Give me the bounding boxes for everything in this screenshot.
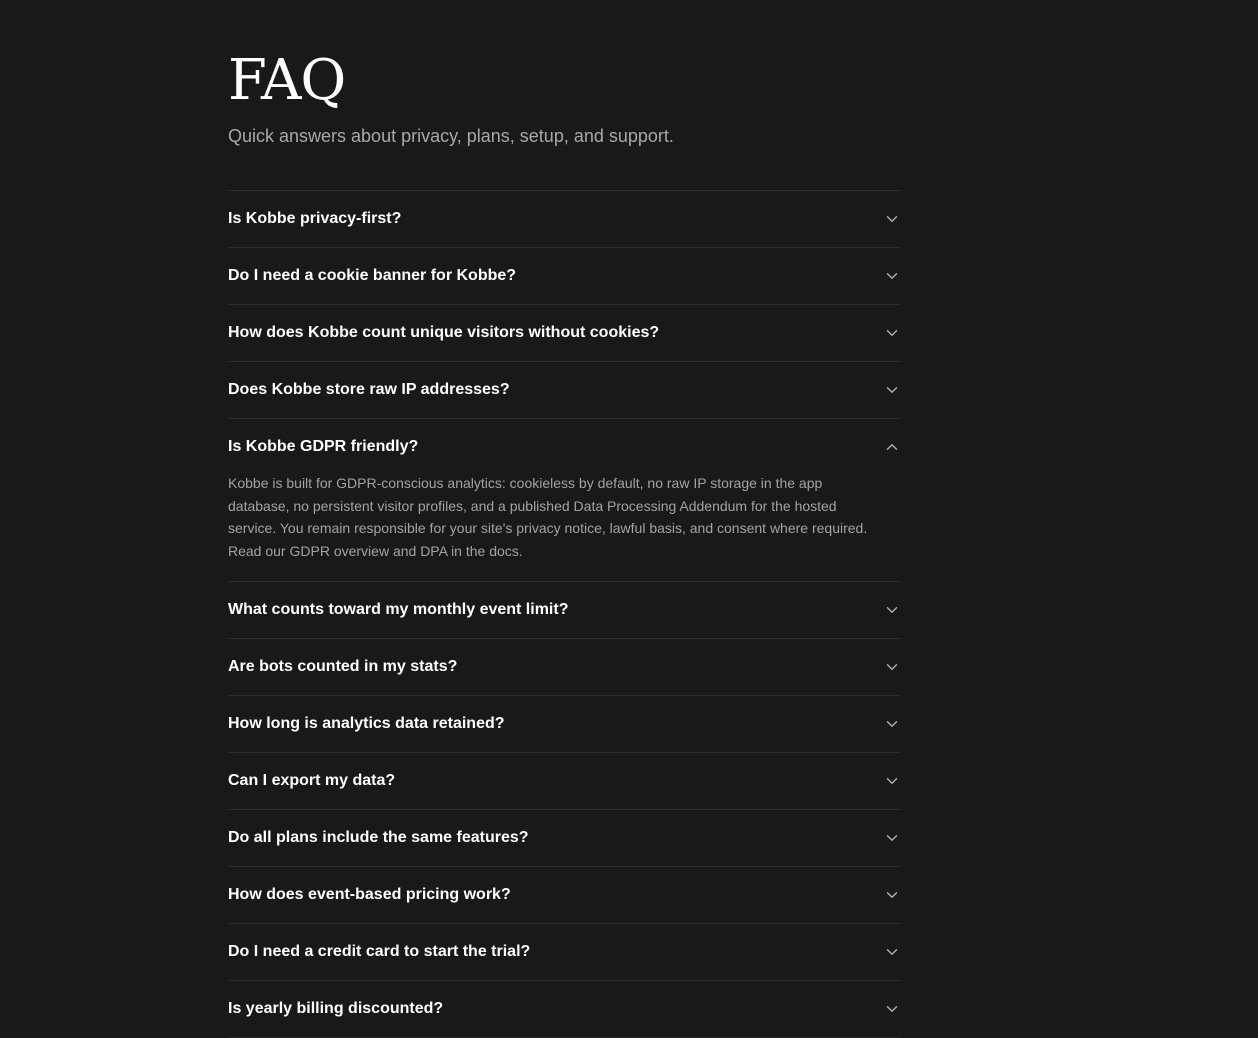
faq-question-button[interactable]: [228, 867, 901, 923]
chevron-down-icon: [885, 831, 899, 845]
faq-question: What counts toward my monthly event limit?: [228, 601, 569, 618]
chevron-down-icon: [885, 888, 899, 902]
faq-question-button[interactable]: [228, 248, 901, 304]
faq-item: [228, 582, 901, 639]
chevron-down-icon: [885, 1002, 899, 1016]
faq-item: [228, 362, 901, 419]
chevron-down-icon: [885, 717, 899, 731]
faq-question: Is yearly billing discounted?: [228, 1000, 444, 1017]
faq-question-button[interactable]: [228, 191, 901, 247]
faq-item: [228, 753, 901, 810]
chevron-down-icon: [885, 774, 899, 788]
faq-question-button[interactable]: [228, 362, 901, 418]
faq-item: [228, 696, 901, 753]
faq-item-expanded: [228, 419, 901, 582]
chevron-down-icon: [885, 660, 899, 674]
faq-question: Does Kobbe store raw IP addresses?: [228, 381, 510, 398]
faq-question: Do I need a cookie banner for Kobbe?: [228, 267, 517, 284]
faq-question-button[interactable]: [228, 981, 901, 1037]
faq-question: How long is analytics data retained?: [228, 715, 505, 732]
faq-question-button[interactable]: [228, 753, 901, 809]
chevron-down-icon: [885, 603, 899, 617]
faq-question: Is Kobbe GDPR friendly?: [228, 438, 419, 455]
faq-question: How does event-based pricing work?: [228, 886, 511, 903]
chevron-down-icon: [885, 383, 899, 397]
faq-item: [228, 248, 901, 305]
faq-item: [228, 867, 901, 924]
faq-question: Can I export my data?: [228, 772, 396, 789]
faq-list: [228, 190, 901, 1038]
faq-item: [228, 639, 901, 696]
chevron-up-icon: [885, 440, 899, 454]
faq-answer: Kobbe is built for GDPR-conscious analytics: cookieless by default, no raw IP storage in the app database, no persistent visitor profiles, and a published Data Processing Addendum for the hosted service. You remain responsible for your site's privacy notice, lawful basis, and consent where required. Read our GDPR overview and DPA in the docs.: [228, 475, 868, 559]
faq-item: [228, 810, 901, 867]
faq-item: [228, 191, 901, 248]
faq-question-button[interactable]: [228, 305, 901, 361]
faq-question-button[interactable]: [228, 696, 901, 752]
page-title: FAQ: [228, 48, 346, 113]
chevron-down-icon: [885, 326, 899, 340]
faq-question: How does Kobbe count unique visitors without cookies?: [228, 324, 660, 341]
chevron-down-icon: [885, 269, 899, 283]
faq-item: [228, 981, 901, 1038]
faq-item: [228, 305, 901, 362]
faq-question: Are bots counted in my stats?: [228, 658, 458, 675]
chevron-down-icon: [885, 945, 899, 959]
faq-question-button[interactable]: [228, 810, 901, 866]
faq-item: [228, 924, 901, 981]
faq-question-button[interactable]: [228, 639, 901, 695]
faq-question-button[interactable]: [228, 582, 901, 638]
faq-question: Do all plans include the same features?: [228, 829, 529, 846]
page-subtitle: Quick answers about privacy, plans, setup, and support.: [228, 126, 674, 146]
faq-question: Do I need a credit card to start the trial?: [228, 943, 531, 960]
faq-question-button[interactable]: [228, 419, 901, 475]
faq-question: Is Kobbe privacy-first?: [228, 210, 402, 227]
faq-question-button[interactable]: [228, 924, 901, 980]
chevron-down-icon: [885, 212, 899, 226]
